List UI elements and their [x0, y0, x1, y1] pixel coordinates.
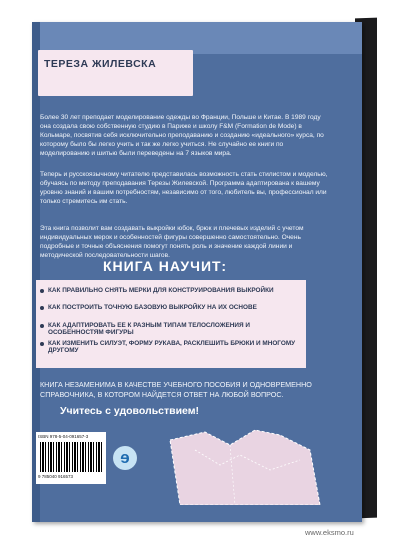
sewing-pattern-illustration: [160, 410, 330, 505]
author-bio: Более 30 лет преподает моделирование одежды во Франции, Польше и Китае. В 1989 году она создала свою собственную студию в Париже и школу F&M (Formation de Mode) в Кольмаре, посвятив себя исключительно преподаванию и созданию «идеального» курса, по которому было бы легко учить и так же легко учиться. Не случайно ее книги по моделированию и шитью были переведены на 7 языков мира.: [40, 114, 324, 157]
author-name-panel: [38, 50, 193, 96]
barcode-number: 9 785040 916573: [38, 474, 74, 479]
learn-item: КАК ПРАВИЛЬНО СНЯТЬ МЕРКИ ДЛЯ КОНСТРУИРОВАНИЯ ВЫКРОЙКИ: [48, 287, 274, 294]
author-heading: ТЕРЕЗА ЖИЛЕВСКА: [44, 58, 157, 70]
bullet-icon: [40, 289, 44, 293]
learn-item: КАК ПОСТРОИТЬ ТОЧНУЮ БАЗОВУЮ ВЫКРОЙКУ НА ИХ ОСНОВЕ: [48, 304, 257, 311]
learn-item: КАК ИЗМЕНИТЬ СИЛУЭТ, ФОРМУ РУКАВА, РАСКЛЕШИТЬ БРЮКИ И МНОГОМУ ДРУГОМУ: [48, 340, 296, 354]
publisher-logo-e-icon: ɘ: [113, 446, 137, 470]
barcode-icon: [40, 442, 102, 472]
book-note: КНИГА НЕЗАМЕНИМА В КАЧЕСТВЕ УЧЕБНОГО ПОСОБИЯ И ОДНОВРЕМЕННО СПРАВОЧНИКА, В КОТОРОМ НАЙДЕТСЯ ОТВЕТ НА ЛЮБОЙ ВОПРОС.: [40, 380, 312, 399]
isbn-text: ISBN 978-5-04-091657-3: [38, 434, 89, 439]
description-paragraph-1: Теперь и русскоязычному читателю представилась возможность стать стилистом и моделью, обучаясь по методу преподавания Терезы Жилевской. Программа адаптирована к вашему уровню знаний и вашим потребностям, независимо от того, любитель вы, профессионал или только стремитесь им стать.: [40, 171, 328, 205]
bullet-icon: [40, 342, 44, 346]
site-watermark: www.eksmo.ru: [305, 528, 354, 537]
learn-item: КАК АДАПТИРОВАТЬ ЕЕ К РАЗНЫМ ТИПАМ ТЕЛОСЛОЖЕНИЯ И ОСОБЕННОСТЯМ ФИГУРЫ: [48, 322, 250, 336]
book-motto: Учитесь с удовольствием!: [60, 405, 200, 417]
bullet-icon: [40, 324, 44, 328]
learn-section-title: КНИГА НАУЧИТ:: [102, 258, 228, 274]
bullet-icon: [40, 306, 44, 310]
description-paragraph-2: Эта книга позволит вам создавать выкройки юбок, брюк и плечевых изделий с учетом индивидуальных мерок и особенностей фигуры совершенно самостоятельно. Очень подробные и точные объяснения помогут понять роль и значение каждой линии и методической последовательности шагов.: [40, 225, 304, 259]
